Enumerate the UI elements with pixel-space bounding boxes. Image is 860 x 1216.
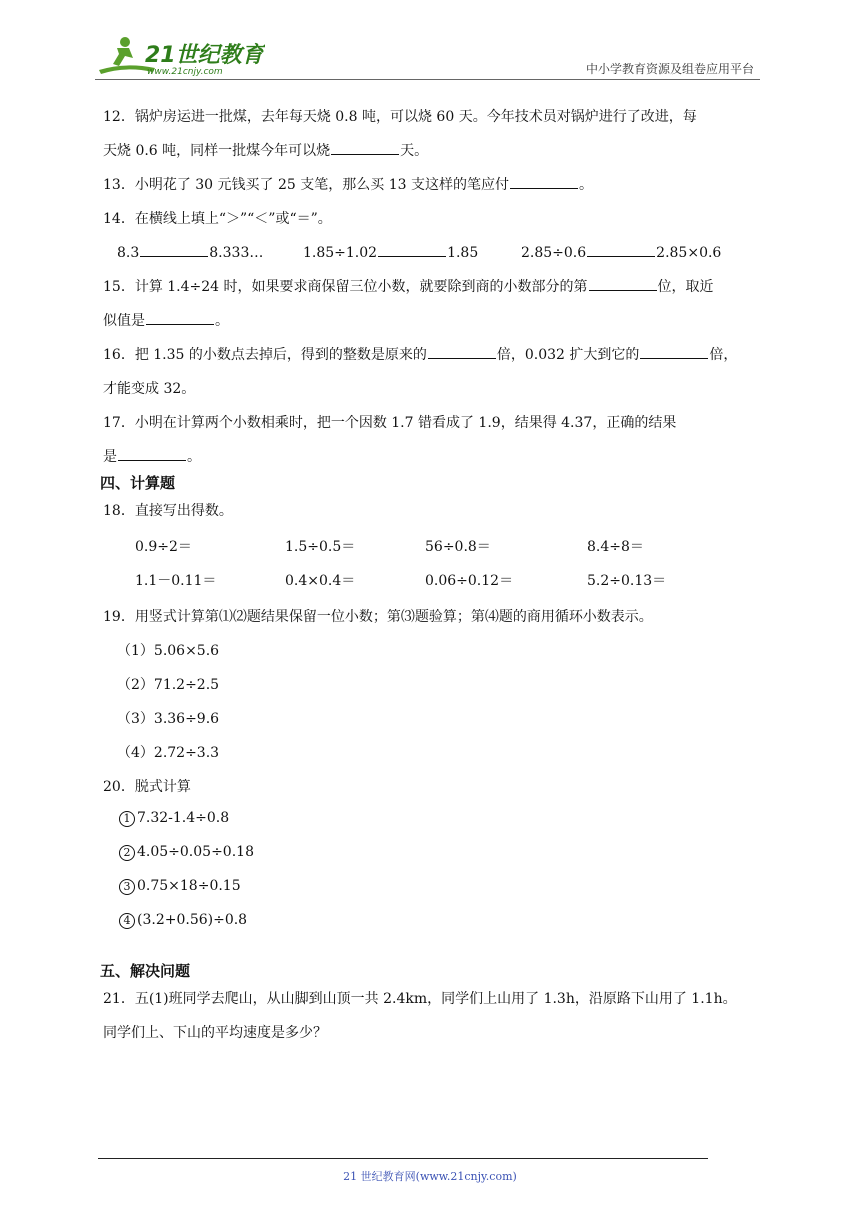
answer-blank[interactable] [140,242,208,257]
section-title-5: 五、解决问题 [100,962,191,980]
q18-item: 8.4÷8＝ [587,539,644,555]
q12-line1: 12．锅炉房运进一批煤，去年每天烧 0.8 吨，可以烧 60 天。今年技术员对锅炉进行了改进，每 [103,109,697,125]
circled-number: 2 [119,845,135,861]
circled-number: 3 [119,879,135,895]
q19-text: 19．用竖式计算第⑴⑵题结果保留一位小数；第⑶题验算；第⑷题的商用循环小数表示。 [103,609,653,625]
circled-number: 4 [119,913,135,929]
q17-line2: 是 。 [103,446,201,466]
q18-item: 1.5÷0.5＝ [285,539,356,555]
q18-item: 1.1－0.11＝ [135,573,217,589]
q20-item-3: 3 0.75×18÷0.15 [119,878,241,895]
page-header [95,32,760,80]
header-divider [95,79,760,80]
q15-line1: 15．计算 1.4÷24 时，如果要求商保留三位小数，就要除到商的小数部分的第 位，取近 [103,276,714,296]
q14-text: 14．在横线上填上“＞”“＜”或“＝”。 [103,211,332,227]
q18-item: 0.4×0.4＝ [285,573,356,589]
q13: 13．小明花了 30 元钱买了 25 支笔，那么买 13 支这样的笔应付 。 [103,174,593,194]
q20-item-2: 2 4.05÷0.05÷0.18 [119,844,254,861]
q14-item-2: 1.85÷1.02 1.85 [303,242,478,261]
q17-line1: 17．小明在计算两个小数相乘时，把一个因数 1.7 错看成了 1.9，结果得 4.37，正确的结果 [103,415,677,431]
q18-item: 0.9÷2＝ [135,539,192,555]
answer-blank[interactable] [640,344,708,359]
q20-text: 20．脱式计算 [103,779,191,795]
answer-blank[interactable] [589,276,657,291]
q16-line1: 16．把 1.35 的小数点去掉后，得到的整数是原来的 倍，0.032 扩大到它的 倍， [103,344,737,364]
q18-item: 0.06÷0.12＝ [425,573,514,589]
q19-item-1: （1）5.06×5.6 [117,643,220,659]
q14-item-1: 8.3 8.333… [117,242,263,261]
answer-blank[interactable] [146,310,214,325]
answer-blank[interactable] [331,140,399,155]
answer-blank[interactable] [118,446,186,461]
answer-blank[interactable] [510,174,578,189]
q18-item: 56÷0.8＝ [425,539,491,555]
circled-number: 1 [119,811,135,827]
q20-item-1: 1 7.32-1.4÷0.8 [119,810,229,827]
svg-text:21世纪教育: 21世纪教育 [145,43,264,68]
q20-item-4: 4 (3.2+0.56)÷0.8 [119,912,247,929]
svg-text:www.21cnjy.com: www.21cnjy.com [147,67,223,77]
q19-item-4: （4）2.72÷3.3 [117,745,220,761]
q21-line2: 同学们上、下山的平均速度是多少？ [103,1025,327,1041]
q12-line2: 天烧 0.6 吨，同样一批煤今年可以烧 天。 [103,140,428,160]
q15-line2: 似值是 。 [103,310,229,330]
answer-blank[interactable] [378,242,446,257]
answer-blank[interactable] [428,344,496,359]
q19-item-3: （3）3.36÷9.6 [117,711,220,727]
section-title-4: 四、计算题 [100,474,176,492]
platform-name: 中小学教育资源及组卷应用平台 [585,62,754,76]
footer-divider [98,1158,708,1159]
q18-item: 5.2÷0.13＝ [587,573,667,589]
q18-text: 18．直接写出得数。 [103,503,233,519]
q21-line1: 21．五(1)班同学去爬山，从山脚到山顶一共 2.4km，同学们上山用了 1.3h，沿原路下山用了 1.1h。 [103,991,737,1007]
q16-line2: 才能变成 32。 [103,381,196,397]
site-logo [95,32,265,78]
q19-item-2: （2）71.2÷2.5 [117,677,220,693]
footer-text[interactable]: 21 世纪教育网(www.21cnjy.com) [343,1170,517,1183]
q14-item-3: 2.85÷0.6 2.85×0.6 [521,242,721,261]
answer-blank[interactable] [587,242,655,257]
